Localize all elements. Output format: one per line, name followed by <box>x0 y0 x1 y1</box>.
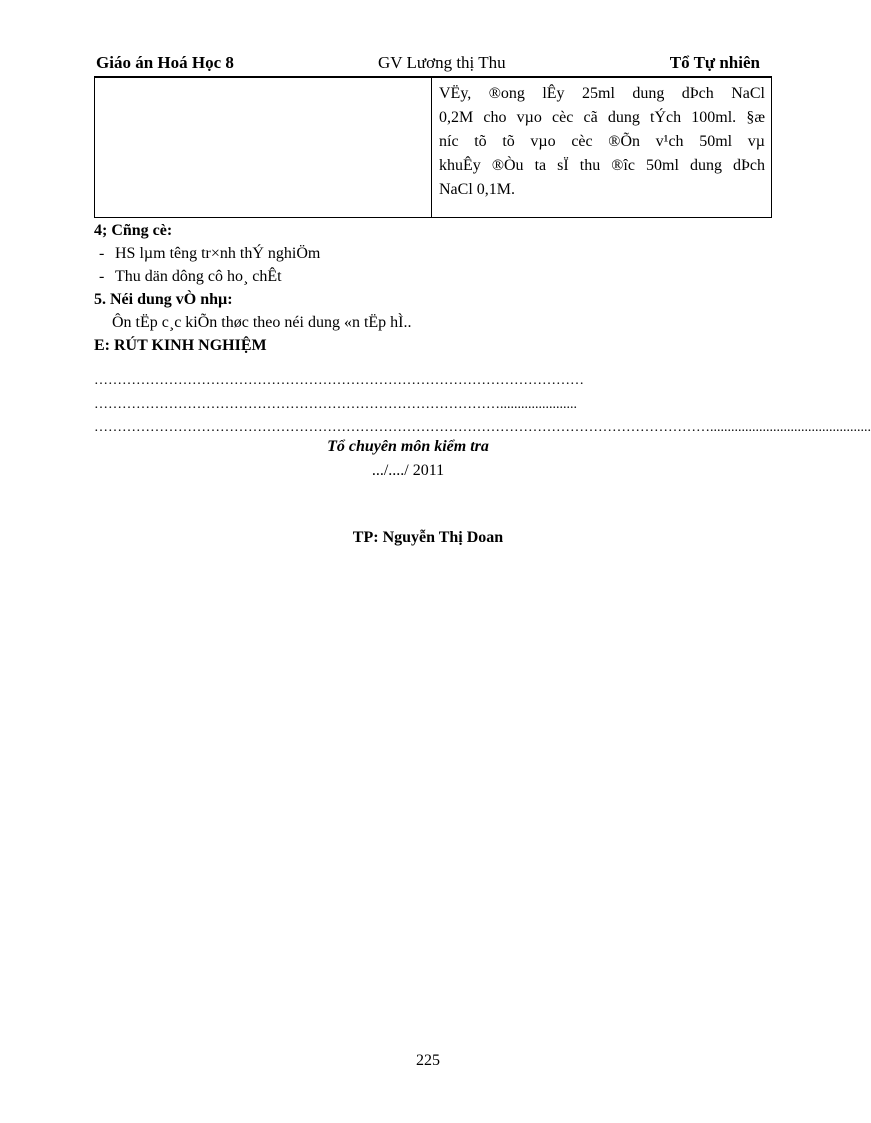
bullet-dash: - <box>99 268 105 285</box>
table-text-line: NaCl 0,1M. <box>439 181 515 198</box>
section-4-item-text: HS lµm têng tr×nh thÝ nghiÖm <box>115 245 321 262</box>
page-header <box>94 52 772 78</box>
dotted-line: ……………………………………………………………………………...................... <box>94 397 577 412</box>
section-4-item-text: Thu dän dông cô ho¸ chÊt <box>115 268 282 285</box>
approval-signer: TP: Nguyễn Thị Doan <box>352 529 504 546</box>
approval-title: Tổ chuyên môn kiểm tra <box>327 438 489 455</box>
page-number: 225 <box>416 1052 440 1069</box>
dotted-line: …………………………………………………………………………………………………………………….............................................. <box>94 420 871 435</box>
approval-date: .../..../ 2011 <box>371 462 445 479</box>
table-right-cell <box>439 82 765 202</box>
section-4-item <box>99 268 282 286</box>
table-text-line: 0,2M cho vµo cèc cã dung tÝch 100ml. §æ <box>439 109 765 126</box>
section-4-item <box>99 245 320 263</box>
table-text-line: khuÊy ®Òu ta sÏ thu ®îc 50ml dung dÞch <box>439 157 765 174</box>
table-text-line: níc tõ tõ vµo cèc ®Õn v¹ch 50ml vµ <box>439 133 765 150</box>
dotted-line: …………………………………………………………………………………………… <box>94 373 584 388</box>
section-4-title: 4; Cñng cè: <box>94 222 173 239</box>
header-teacher: GV Lương thị Thu <box>378 53 506 72</box>
section-5-text: Ôn tËp c¸c kiÕn thøc theo néi dung «n tËp hÌ.. <box>112 314 412 331</box>
table-text-line: VËy, ®ong lÊy 25ml dung dÞch NaCl <box>439 85 765 102</box>
header-course-title: Giáo án Hoá Học 8 <box>96 53 234 72</box>
table-column-divider <box>431 78 432 217</box>
section-e-title: E: RÚT KINH NGHIỆM <box>94 337 267 354</box>
bullet-dash: - <box>99 245 105 262</box>
section-5-title: 5. Néi dung vÒ nhµ: <box>94 291 233 308</box>
header-department: Tổ Tự nhiên <box>669 53 760 72</box>
lesson-table <box>94 78 772 218</box>
